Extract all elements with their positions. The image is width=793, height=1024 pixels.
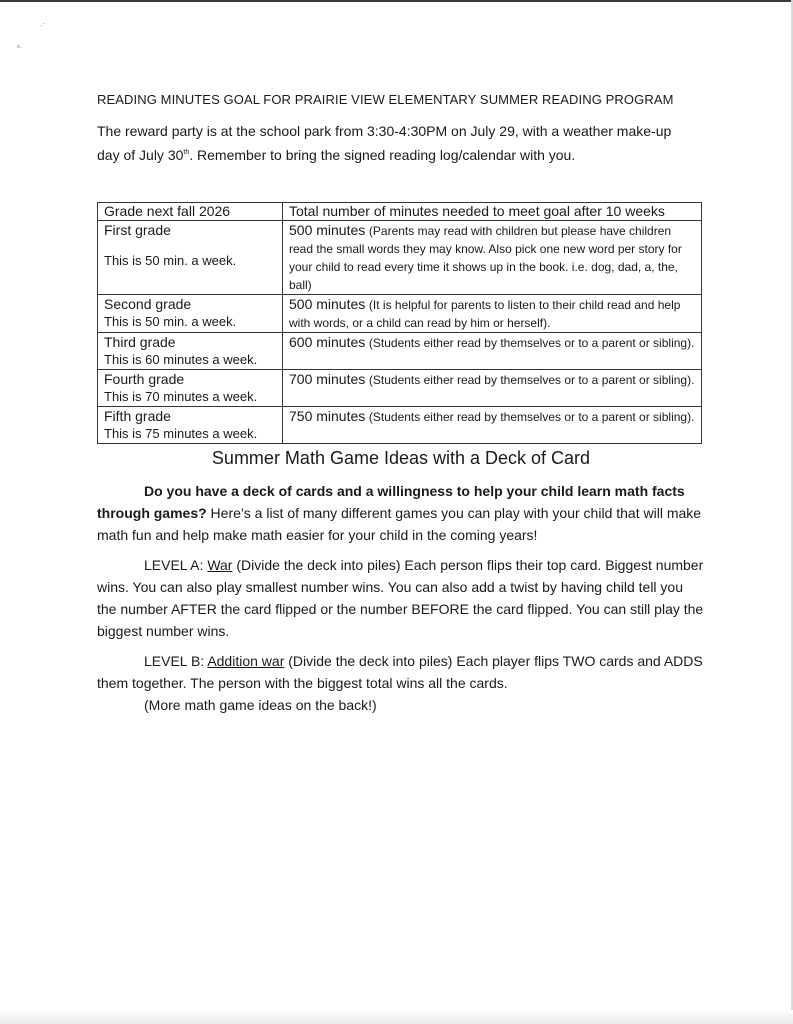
intro-line-2a: day of July 30: [97, 147, 184, 163]
level-b-paragraph: [97, 650, 705, 716]
math-intro-text: Here’s a list of many different games you can play with your child that will make math fun and help make math easier for your child in the coming years!: [97, 505, 702, 543]
minutes-amount: 700 minutes: [289, 371, 366, 387]
grade-per-week: This is 75 minutes a week.: [104, 426, 258, 441]
level-b-prefix: LEVEL B:: [144, 653, 208, 669]
grade-cell: [98, 221, 283, 295]
intro-line-1: The reward party is at the school park from 3:30-4:30PM on July 29, with a weather make-up: [97, 123, 672, 139]
minutes-text: [289, 370, 695, 389]
minutes-amount: 500 minutes: [289, 296, 366, 312]
minutes-amount: 600 minutes: [289, 334, 366, 350]
table-row: [98, 221, 702, 295]
table-row: [98, 407, 702, 444]
level-a-prefix: LEVEL A:: [144, 557, 208, 573]
document-page: [97, 92, 705, 716]
grade-per-week: This is 50 min. a week.: [104, 314, 237, 329]
math-section-title: Summer Math Game Ideas with a Deck of Card: [211, 448, 591, 468]
scan-speck: .·: [40, 19, 45, 28]
level-b-game-name: Addition war: [207, 653, 285, 669]
header-minutes: Total number of minutes needed to meet goal after 10 weeks: [283, 203, 702, 221]
minutes-cell: [283, 333, 702, 370]
table-row: [98, 295, 702, 333]
reading-goals-table: [97, 202, 702, 444]
level-a-game-name: War: [207, 557, 233, 573]
grade-cell: [98, 407, 283, 444]
minutes-note: (Students either read by themselves or to a parent or sibling).: [368, 336, 695, 350]
minutes-amount: 500 minutes: [289, 222, 366, 238]
more-ideas-note: (More math game ideas on the back!): [144, 697, 377, 713]
level-b-text: (Divide the deck into piles) Each player flips TWO cards and ADDS them together. The person with the biggest total wins all the cards.: [97, 653, 703, 691]
minutes-cell: [283, 221, 702, 295]
grade-name: First grade: [104, 222, 171, 238]
grade-name: Third grade: [104, 334, 176, 350]
header-grade: Grade next fall 2026: [98, 203, 283, 221]
minutes-text: [289, 295, 695, 332]
grade-name: Fourth grade: [104, 371, 185, 387]
intro-paragraph: [97, 120, 705, 166]
minutes-note: (Parents may read with children but please have children read the small words they may know. Also pick one new word per story for your child to read every time it shows up in the book. i.e. dog, dad, a, the, ball): [289, 224, 682, 292]
minutes-amount: 750 minutes: [289, 408, 366, 424]
minutes-cell: [283, 295, 702, 333]
grade-per-week: This is 50 min. a week.: [104, 253, 237, 268]
minutes-note: (Students either read by themselves or to a parent or sibling).: [368, 373, 695, 387]
grade-per-week: This is 70 minutes a week.: [104, 389, 258, 404]
scan-top-edge: [0, 0, 793, 2]
minutes-text: [289, 221, 695, 294]
minutes-text: [289, 407, 695, 426]
grade-cell: [98, 370, 283, 407]
scan-bottom-shadow: [0, 1010, 793, 1024]
grade-cell: [98, 333, 283, 370]
math-intro-paragraph: [97, 480, 705, 546]
table-row: [98, 333, 702, 370]
minutes-text: [289, 333, 695, 352]
intro-line-2b: . Remember to bring the signed reading log/calendar with you.: [189, 147, 576, 163]
table-row: [98, 370, 702, 407]
page-title: READING MINUTES GOAL FOR PRAIRIE VIEW ELEMENTARY SUMMER READING PROGRAM: [97, 92, 674, 107]
minutes-cell: [283, 407, 702, 444]
minutes-note: (It is helpful for parents to listen to their child read and help with words, or a child can read by him or herself).: [289, 298, 681, 330]
intro-superscript: th: [183, 149, 190, 156]
table-header-row: [98, 203, 702, 221]
minutes-note: (Students either read by themselves or to a parent or sibling).: [368, 410, 695, 424]
math-intro-bold: Do you have a deck of cards and a willingness to help your child learn math facts through games?: [97, 483, 685, 521]
grade-name: Fifth grade: [104, 408, 171, 424]
scan-speck: ˢ·: [17, 43, 23, 52]
level-a-text: (Divide the deck into piles) Each person flips their top card. Biggest number wins. You can also play smallest number wins. You can also add a twist by having child tell you the number AFTER the card flipped or the number BEFORE the card flipped. You can still play the biggest number wins.: [97, 557, 704, 639]
minutes-cell: [283, 370, 702, 407]
grade-per-week: This is 60 minutes a week.: [104, 352, 258, 367]
grade-name: Second grade: [104, 296, 192, 312]
level-a-paragraph: [97, 554, 705, 642]
grade-cell: [98, 295, 283, 333]
